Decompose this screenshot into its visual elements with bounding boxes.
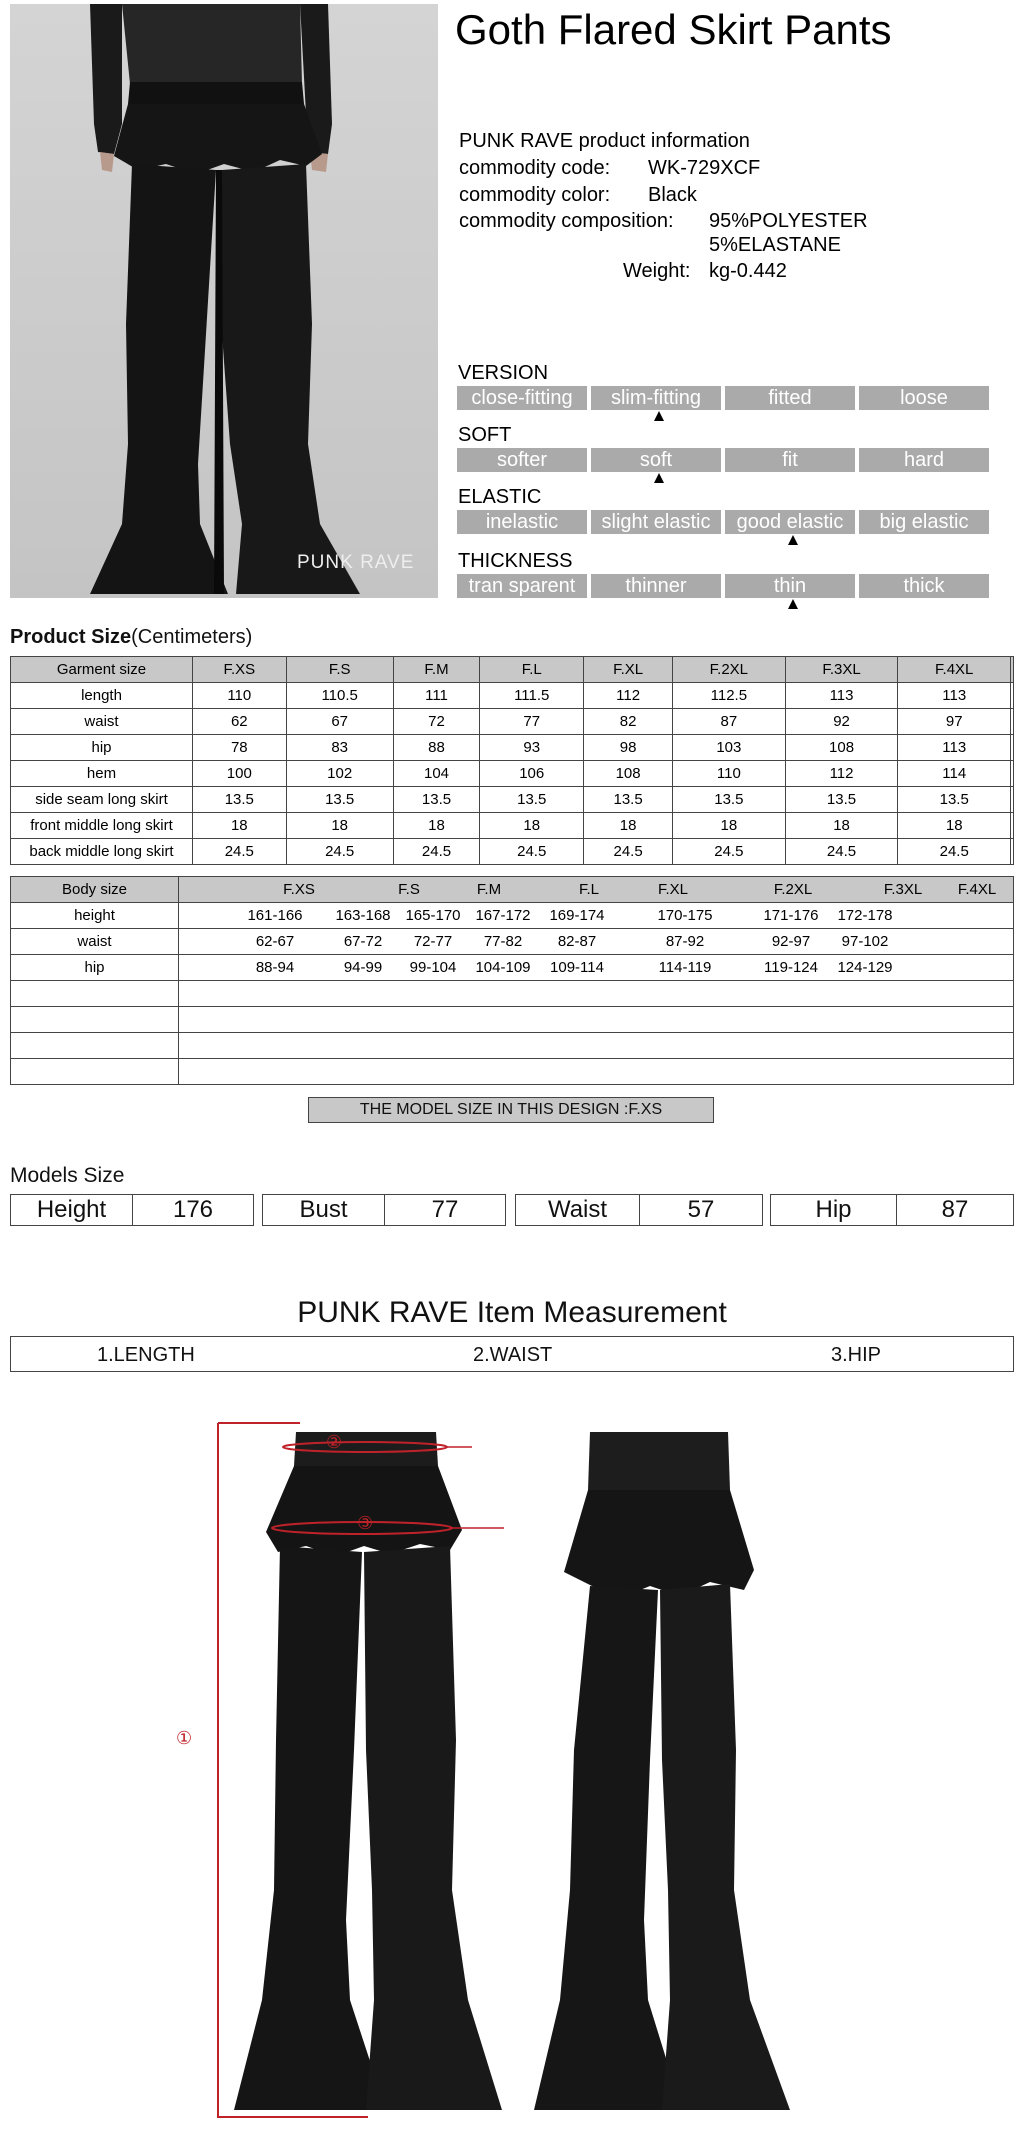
row-label: waist <box>11 709 193 735</box>
table-cell: 161-166 <box>247 907 303 924</box>
soft-option: hard <box>859 448 989 472</box>
table-cell: 106 <box>480 761 584 787</box>
table-cell: 62-67 <box>255 933 295 950</box>
empty-cell <box>1011 813 1014 839</box>
table-cell: 88-94 <box>255 959 295 976</box>
model-key: Bust <box>263 1195 385 1225</box>
model-value: 77 <box>431 1196 459 1223</box>
table-cell: 93 <box>480 735 584 761</box>
table-cell: 113 <box>898 683 1011 709</box>
header-cell: Body size <box>11 877 179 903</box>
table-row <box>11 709 1014 735</box>
measurement-title: PUNK RAVE Item Measurement <box>297 1296 727 1329</box>
size-header: F.XS <box>193 657 287 683</box>
size-header: F.S <box>286 657 393 683</box>
elastic-label: ELASTIC <box>458 486 542 508</box>
table-cell: 24.5 <box>193 839 287 865</box>
composition-value-1: 95%POLYESTER <box>709 210 868 232</box>
row-label: waist <box>11 929 179 955</box>
elastic-option: slight elastic <box>591 510 721 534</box>
empty-cell <box>179 1059 1014 1085</box>
model-illustration <box>10 4 438 598</box>
table-cell: 111.5 <box>480 683 584 709</box>
empty-row <box>11 1033 1014 1059</box>
table-row <box>11 787 1014 813</box>
table-row <box>11 903 1014 929</box>
table-cell: 24.5 <box>286 839 393 865</box>
info-heading: PUNK RAVE product information <box>459 130 750 152</box>
soft-indicator <box>654 473 664 483</box>
table-cell: 98 <box>584 735 673 761</box>
garment-size-table <box>10 656 1014 865</box>
waist-marker: ② <box>326 1432 343 1452</box>
table-cell: 119-124 <box>764 959 818 976</box>
model-key: Waist <box>516 1195 640 1225</box>
empty-cell <box>1011 761 1014 787</box>
table-cell: 165-170 <box>405 907 461 924</box>
hip-marker: ③ <box>357 1513 374 1533</box>
empty-cell <box>179 1033 1014 1059</box>
version-option: loose <box>859 386 989 410</box>
table-row <box>11 683 1014 709</box>
table-cell: 13.5 <box>785 787 898 813</box>
body-size-table <box>10 876 1014 1085</box>
model-bust-box <box>262 1194 506 1226</box>
elastic-option: good elastic <box>725 510 855 534</box>
size-header: F.L <box>578 881 599 898</box>
size-header: F.2XL <box>773 881 813 898</box>
table-cell: 94-99 <box>343 959 383 976</box>
model-height-box <box>10 1194 254 1226</box>
size-header: F.L <box>480 657 584 683</box>
table-row <box>11 761 1014 787</box>
table-cell: 171-176 <box>763 907 819 924</box>
table-row <box>11 929 1014 955</box>
thickness-option: tran sparent <box>457 574 587 598</box>
table-cell: 169-174 <box>549 907 605 924</box>
size-header: F.XL <box>584 657 673 683</box>
table-cell: 78 <box>193 735 287 761</box>
table-cell: 99-104 <box>409 959 457 976</box>
row-label: hip <box>11 735 193 761</box>
table-cell: 112.5 <box>673 683 786 709</box>
table-cell: 109-114 <box>550 959 604 976</box>
product-title: Goth Flared Skirt Pants <box>455 6 892 53</box>
product-size-title: Product Size(Centimeters) <box>10 626 253 648</box>
measurement-legend <box>10 1336 1014 1372</box>
table-cell: 18 <box>480 813 584 839</box>
table-cell: 13.5 <box>393 787 479 813</box>
table-cell: 24.5 <box>785 839 898 865</box>
empty-cell <box>179 981 1014 1007</box>
empty-cell <box>11 1059 179 1085</box>
table-cell: 167-172 <box>475 907 531 924</box>
table-cell: 170-175 <box>657 907 713 924</box>
table-cell: 18 <box>673 813 786 839</box>
elastic-option: inelastic <box>457 510 587 534</box>
table-header-row <box>11 877 1014 903</box>
table-cell: 72 <box>393 709 479 735</box>
back-pants-illustration <box>534 1432 790 2110</box>
table-cell: 24.5 <box>393 839 479 865</box>
version-option: fitted <box>725 386 855 410</box>
table-cell: 18 <box>898 813 1011 839</box>
model-value: 57 <box>687 1196 715 1223</box>
empty-cell <box>11 1007 179 1033</box>
row-values <box>179 903 1014 929</box>
measurement-item: 3.HIP <box>831 1344 882 1366</box>
model-value: 176 <box>172 1196 214 1223</box>
length-marker: ① <box>176 1728 193 1748</box>
thickness-indicator <box>788 599 798 609</box>
table-cell: 97 <box>898 709 1011 735</box>
table-cell: 103 <box>673 735 786 761</box>
table-cell: 72-77 <box>413 933 453 950</box>
table-cell: 108 <box>785 735 898 761</box>
table-cell: 18 <box>286 813 393 839</box>
row-label: hem <box>11 761 193 787</box>
version-option: slim-fitting <box>591 386 721 410</box>
code-value: WK-729XCF <box>648 157 761 179</box>
empty-cell <box>1011 683 1014 709</box>
row-label: length <box>11 683 193 709</box>
table-row <box>11 839 1014 865</box>
header-cell: Garment size <box>11 657 193 683</box>
table-cell: 88 <box>393 735 479 761</box>
size-header: F.2XL <box>673 657 786 683</box>
model-size-note: THE MODEL SIZE IN THIS DESIGN :F.XS <box>308 1097 714 1123</box>
table-cell: 82 <box>584 709 673 735</box>
table-cell: 124-129 <box>837 959 893 976</box>
table-cell: 18 <box>193 813 287 839</box>
table-cell: 24.5 <box>480 839 584 865</box>
size-header: F.S <box>398 881 420 898</box>
row-label: back middle long skirt <box>11 839 193 865</box>
product-photo <box>10 4 438 598</box>
table-cell: 102 <box>286 761 393 787</box>
composition-value-2: 5%ELASTANE <box>709 234 841 256</box>
model-key: Hip <box>771 1195 897 1225</box>
table-cell: 108 <box>584 761 673 787</box>
size-header: F.3XL <box>785 657 898 683</box>
row-label: hip <box>11 955 179 981</box>
table-cell: 13.5 <box>584 787 673 813</box>
table-cell: 92 <box>785 709 898 735</box>
weight-label: Weight: <box>623 260 691 282</box>
table-cell: 110 <box>193 683 287 709</box>
size-header: F.3XL <box>883 881 923 898</box>
color-label: commodity color: <box>459 184 611 206</box>
empty-cell <box>11 1033 179 1059</box>
table-cell: 113 <box>785 683 898 709</box>
table-cell: 77-82 <box>483 933 523 950</box>
model-hip-box <box>770 1194 1014 1226</box>
code-label: commodity code: <box>459 157 611 179</box>
table-cell: 113 <box>898 735 1011 761</box>
soft-option: soft <box>591 448 721 472</box>
table-cell: 87-92 <box>665 933 705 950</box>
table-cell: 87 <box>673 709 786 735</box>
table-row <box>11 955 1014 981</box>
table-cell: 114-119 <box>658 959 712 976</box>
size-header: F.M <box>476 881 502 898</box>
version-scale <box>457 386 989 410</box>
thickness-label: THICKNESS <box>458 550 573 572</box>
table-cell: 13.5 <box>193 787 287 813</box>
thickness-scale <box>457 574 989 598</box>
table-cell: 18 <box>584 813 673 839</box>
table-cell: 18 <box>785 813 898 839</box>
table-cell: 62 <box>193 709 287 735</box>
elastic-indicator <box>788 535 798 545</box>
table-cell: 112 <box>584 683 673 709</box>
watermark: PUNK RAVE <box>297 552 415 573</box>
table-cell: 83 <box>286 735 393 761</box>
table-cell: 13.5 <box>480 787 584 813</box>
thickness-option: thin <box>725 574 855 598</box>
elastic-scale <box>457 510 989 534</box>
soft-option: softer <box>457 448 587 472</box>
row-label: height <box>11 903 179 929</box>
table-cell: 110.5 <box>286 683 393 709</box>
size-header: F.4XL <box>898 657 1011 683</box>
thickness-option: thinner <box>591 574 721 598</box>
table-cell: 100 <box>193 761 287 787</box>
table-cell: 24.5 <box>584 839 673 865</box>
model-value: 87 <box>941 1196 969 1223</box>
table-cell: 18 <box>393 813 479 839</box>
table-cell: 97-102 <box>841 933 889 950</box>
model-key: Height <box>11 1195 133 1225</box>
measurement-item: 1.LENGTH <box>97 1344 195 1366</box>
empty-cell <box>1011 709 1014 735</box>
table-cell: 67-72 <box>343 933 383 950</box>
table-cell: 92-97 <box>771 933 811 950</box>
table-cell: 67 <box>286 709 393 735</box>
table-header-row <box>11 657 1014 683</box>
empty-cell <box>11 981 179 1007</box>
version-option: close-fitting <box>457 386 587 410</box>
table-cell: 13.5 <box>286 787 393 813</box>
table-cell: 114 <box>898 761 1011 787</box>
empty-cell <box>1011 735 1014 761</box>
version-label: VERSION <box>458 362 549 384</box>
models-size-title: Models Size <box>10 1164 125 1187</box>
soft-scale <box>457 448 989 472</box>
soft-label: SOFT <box>458 424 512 446</box>
size-header: F.XS <box>283 881 315 898</box>
table-cell: 104 <box>393 761 479 787</box>
weight-value: kg-0.442 <box>709 260 787 282</box>
elastic-option: big elastic <box>859 510 989 534</box>
table-cell: 110 <box>673 761 786 787</box>
size-header: F.XL <box>657 881 688 898</box>
table-cell: 24.5 <box>898 839 1011 865</box>
table-cell: 24.5 <box>673 839 786 865</box>
table-cell: 13.5 <box>673 787 786 813</box>
empty-cell <box>1011 787 1014 813</box>
table-cell: 13.5 <box>898 787 1011 813</box>
model-waist-box <box>515 1194 763 1226</box>
table-cell: 163-168 <box>335 907 391 924</box>
soft-option: fit <box>725 448 855 472</box>
row-label: front middle long skirt <box>11 813 193 839</box>
table-row <box>11 735 1014 761</box>
row-label: side seam long skirt <box>11 787 193 813</box>
size-header: F.4XL <box>957 881 997 898</box>
table-cell: 112 <box>785 761 898 787</box>
table-row <box>11 813 1014 839</box>
measurement-diagram <box>150 1420 810 2130</box>
table-cell: 82-87 <box>557 933 597 950</box>
table-cell: 172-178 <box>837 907 893 924</box>
size-header: F.M <box>393 657 479 683</box>
row-values <box>179 955 1014 981</box>
size-header-group <box>179 877 1014 903</box>
measurement-item: 2.WAIST <box>473 1344 553 1366</box>
empty-cell <box>1011 839 1014 865</box>
empty-row <box>11 1007 1014 1033</box>
thickness-option: thick <box>859 574 989 598</box>
empty-row <box>11 981 1014 1007</box>
color-value: Black <box>648 184 697 206</box>
table-cell: 77 <box>480 709 584 735</box>
version-indicator <box>654 411 664 421</box>
row-values <box>179 929 1014 955</box>
empty-row <box>11 1059 1014 1085</box>
empty-cell <box>1011 657 1014 683</box>
table-cell: 111 <box>393 683 479 709</box>
empty-cell <box>179 1007 1014 1033</box>
table-cell: 104-109 <box>475 959 531 976</box>
composition-label: commodity composition: <box>459 210 674 232</box>
